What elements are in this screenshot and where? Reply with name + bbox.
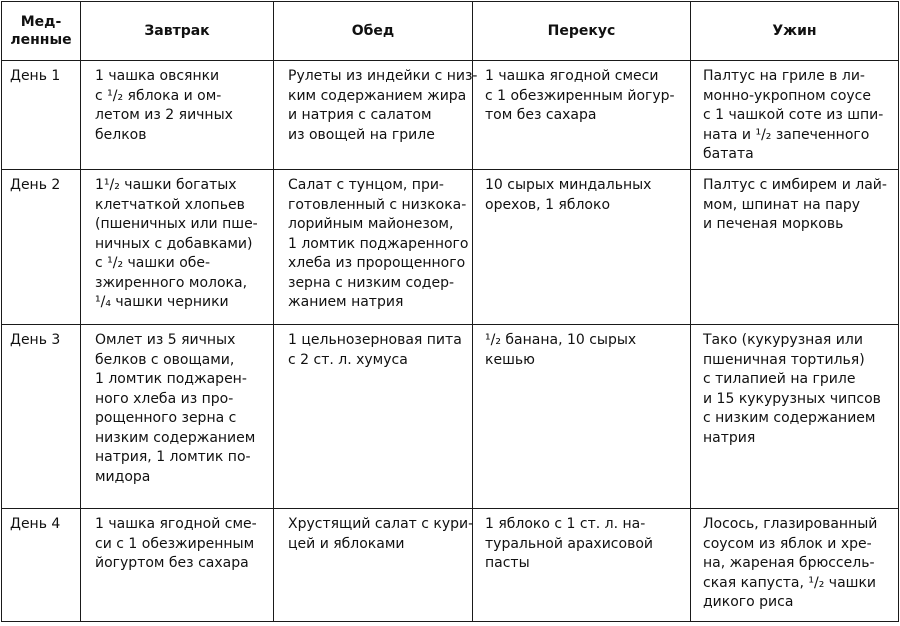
cell-text-line: 1 чашка ягодной сме-: [95, 516, 257, 532]
cell-text-line: хлеба из пророщенного: [288, 255, 466, 271]
cell-text-line: Палтус с имбирем и лай-: [703, 177, 887, 193]
cell-text-line: дикого риса: [703, 594, 794, 610]
cell-text-line: пшеничная тортилья): [703, 351, 865, 368]
cell-text-line: ного хлеба из про-: [95, 390, 234, 407]
cell-text-line: 1 цельнозерновая пита: [288, 332, 462, 348]
day-label: День 2: [2, 170, 81, 325]
cell-text-line: жанием натрия: [288, 294, 404, 310]
header-day: [2, 2, 81, 61]
cell-text-line: орехов, 1 яблоко: [485, 196, 611, 213]
cell-dinner: [691, 170, 899, 325]
cell-text-line: и натрия с салатом: [288, 107, 432, 123]
cell-text-line: ким содержанием жира: [288, 87, 467, 104]
cell-text-line: клетчаткой хлопьев: [95, 196, 245, 213]
cell-text-line: 1 яблоко с 1 ст. л. на-: [485, 516, 646, 532]
cell-text-line: мидора: [95, 468, 151, 485]
cell-text-line: с низким содержанием: [703, 410, 876, 426]
cell-text-line: 10 сырых миндальных: [485, 177, 652, 193]
cell-dinner: [691, 509, 899, 622]
table-row: [2, 509, 899, 622]
cell-text-line: (пшеничных или пше-: [95, 216, 258, 232]
cell-breakfast: [81, 509, 274, 622]
day-label: День 1: [2, 61, 81, 170]
cell-text-line: ¹/₂ банана, 10 сырых: [485, 332, 637, 348]
cell-text-line: кешью: [485, 351, 535, 368]
cell-lunch: [274, 509, 473, 622]
cell-text-line: и 15 кукурузных чипсов: [703, 390, 881, 407]
cell-text-line: 1 ломтик поджаренного: [288, 235, 469, 252]
cell-text-line: 1 ломтик поджарен-: [95, 371, 247, 387]
cell-snack: [473, 325, 691, 509]
cell-text-line: монно-укропном соусе: [703, 87, 871, 104]
cell-text-line: ¹/₄ чашки черники: [95, 294, 229, 310]
cell-snack: [473, 509, 691, 622]
cell-text-line: 1 чашка ягодной смеси: [485, 68, 659, 84]
cell-text-line: белков: [95, 126, 147, 143]
cell-text-line: Рулеты из индейки с низ-: [288, 68, 478, 84]
cell-dinner: [691, 61, 899, 170]
cell-text-line: зерна с низким содер-: [288, 274, 455, 291]
cell-breakfast: [81, 170, 274, 325]
cell-text-line: том без сахара: [485, 107, 597, 123]
header-lunch: Обед: [274, 2, 473, 61]
cell-text-line: зжиренного молока,: [95, 274, 248, 291]
cell-text-line: си с 1 обезжиренным: [95, 535, 255, 552]
header-dinner: Ужин: [691, 2, 899, 61]
cell-text-line: Лосось, глазированный: [703, 516, 878, 532]
cell-snack: [473, 61, 691, 170]
cell-lunch: [274, 61, 478, 170]
cell-text-line: и печеная морковь: [703, 216, 844, 232]
header-day-line-1: Мед-: [20, 14, 62, 30]
cell-snack: [473, 170, 691, 325]
header-snack: Перекус: [473, 2, 691, 61]
cell-lunch: [274, 325, 473, 509]
cell-breakfast: [81, 325, 274, 509]
cell-text-line: цей и яблоками: [288, 535, 405, 552]
meal-plan-table: [1, 1, 899, 622]
cell-text-line: натрия, 1 ломтик по-: [95, 449, 251, 465]
cell-text-line: с 2 ст. л. хумуса: [288, 351, 408, 368]
cell-text-line: туральной арахисовой: [485, 535, 653, 552]
cell-text-line: 1¹/₂ чашки богатых: [95, 177, 237, 193]
header-breakfast: Завтрак: [81, 2, 274, 61]
cell-text-line: пасты: [485, 555, 530, 571]
cell-text-line: с 1 обезжиренным йогур-: [485, 87, 675, 104]
cell-text-line: батата: [703, 146, 754, 162]
cell-text-line: ская капуста, ¹/₂ чашки: [703, 574, 877, 591]
cell-text-line: с тилапией на гриле: [703, 371, 856, 387]
cell-text-line: летом из 2 яичных: [95, 107, 233, 123]
cell-dinner: [691, 325, 899, 509]
cell-text-line: с ¹/₂ чашки обе-: [95, 255, 211, 271]
table-row: [2, 61, 899, 170]
cell-text-line: Тако (кукурузная или: [703, 332, 863, 348]
cell-text-line: белков с овощами,: [95, 351, 235, 368]
cell-text-line: ничных с добавками): [95, 235, 253, 252]
cell-text-line: из овощей на гриле: [288, 126, 435, 143]
cell-text-line: мом, шпинат на пару: [703, 196, 861, 213]
cell-text-line: Палтус на гриле в ли-: [703, 68, 865, 84]
table-row: [2, 325, 899, 509]
cell-text-line: низким содержанием: [95, 429, 256, 446]
cell-text-line: с ¹/₂ яблока и ом-: [95, 87, 222, 104]
day-label: День 3: [2, 325, 81, 509]
cell-text-line: Хрустящий салат с кури-: [288, 516, 474, 532]
cell-text-line: йогуртом без сахара: [95, 555, 249, 571]
cell-lunch: [274, 170, 473, 325]
day-label: День 4: [2, 509, 81, 622]
cell-text-line: на, жареная брюссель-: [703, 555, 875, 571]
cell-text-line: готовленный с низкока-: [288, 196, 467, 213]
cell-text-line: 1 чашка овсянки: [95, 68, 220, 84]
cell-text-line: рощенного зерна с: [95, 410, 237, 426]
cell-text-line: Омлет из 5 яичных: [95, 332, 236, 348]
header-day-line-2: ленные: [10, 32, 72, 48]
table-row: [2, 170, 899, 325]
cell-text-line: соусом из яблок и хре-: [703, 535, 872, 552]
cell-text-line: лорийным майонезом,: [288, 216, 454, 232]
cell-text-line: ната и ¹/₂ запеченного: [703, 126, 870, 143]
cell-text-line: натрия: [703, 429, 756, 446]
cell-text-line: Салат с тунцом, при-: [288, 177, 444, 193]
header-row: [2, 2, 899, 61]
cell-text-line: с 1 чашкой соте из шпи-: [703, 107, 884, 123]
cell-breakfast: [81, 61, 274, 170]
